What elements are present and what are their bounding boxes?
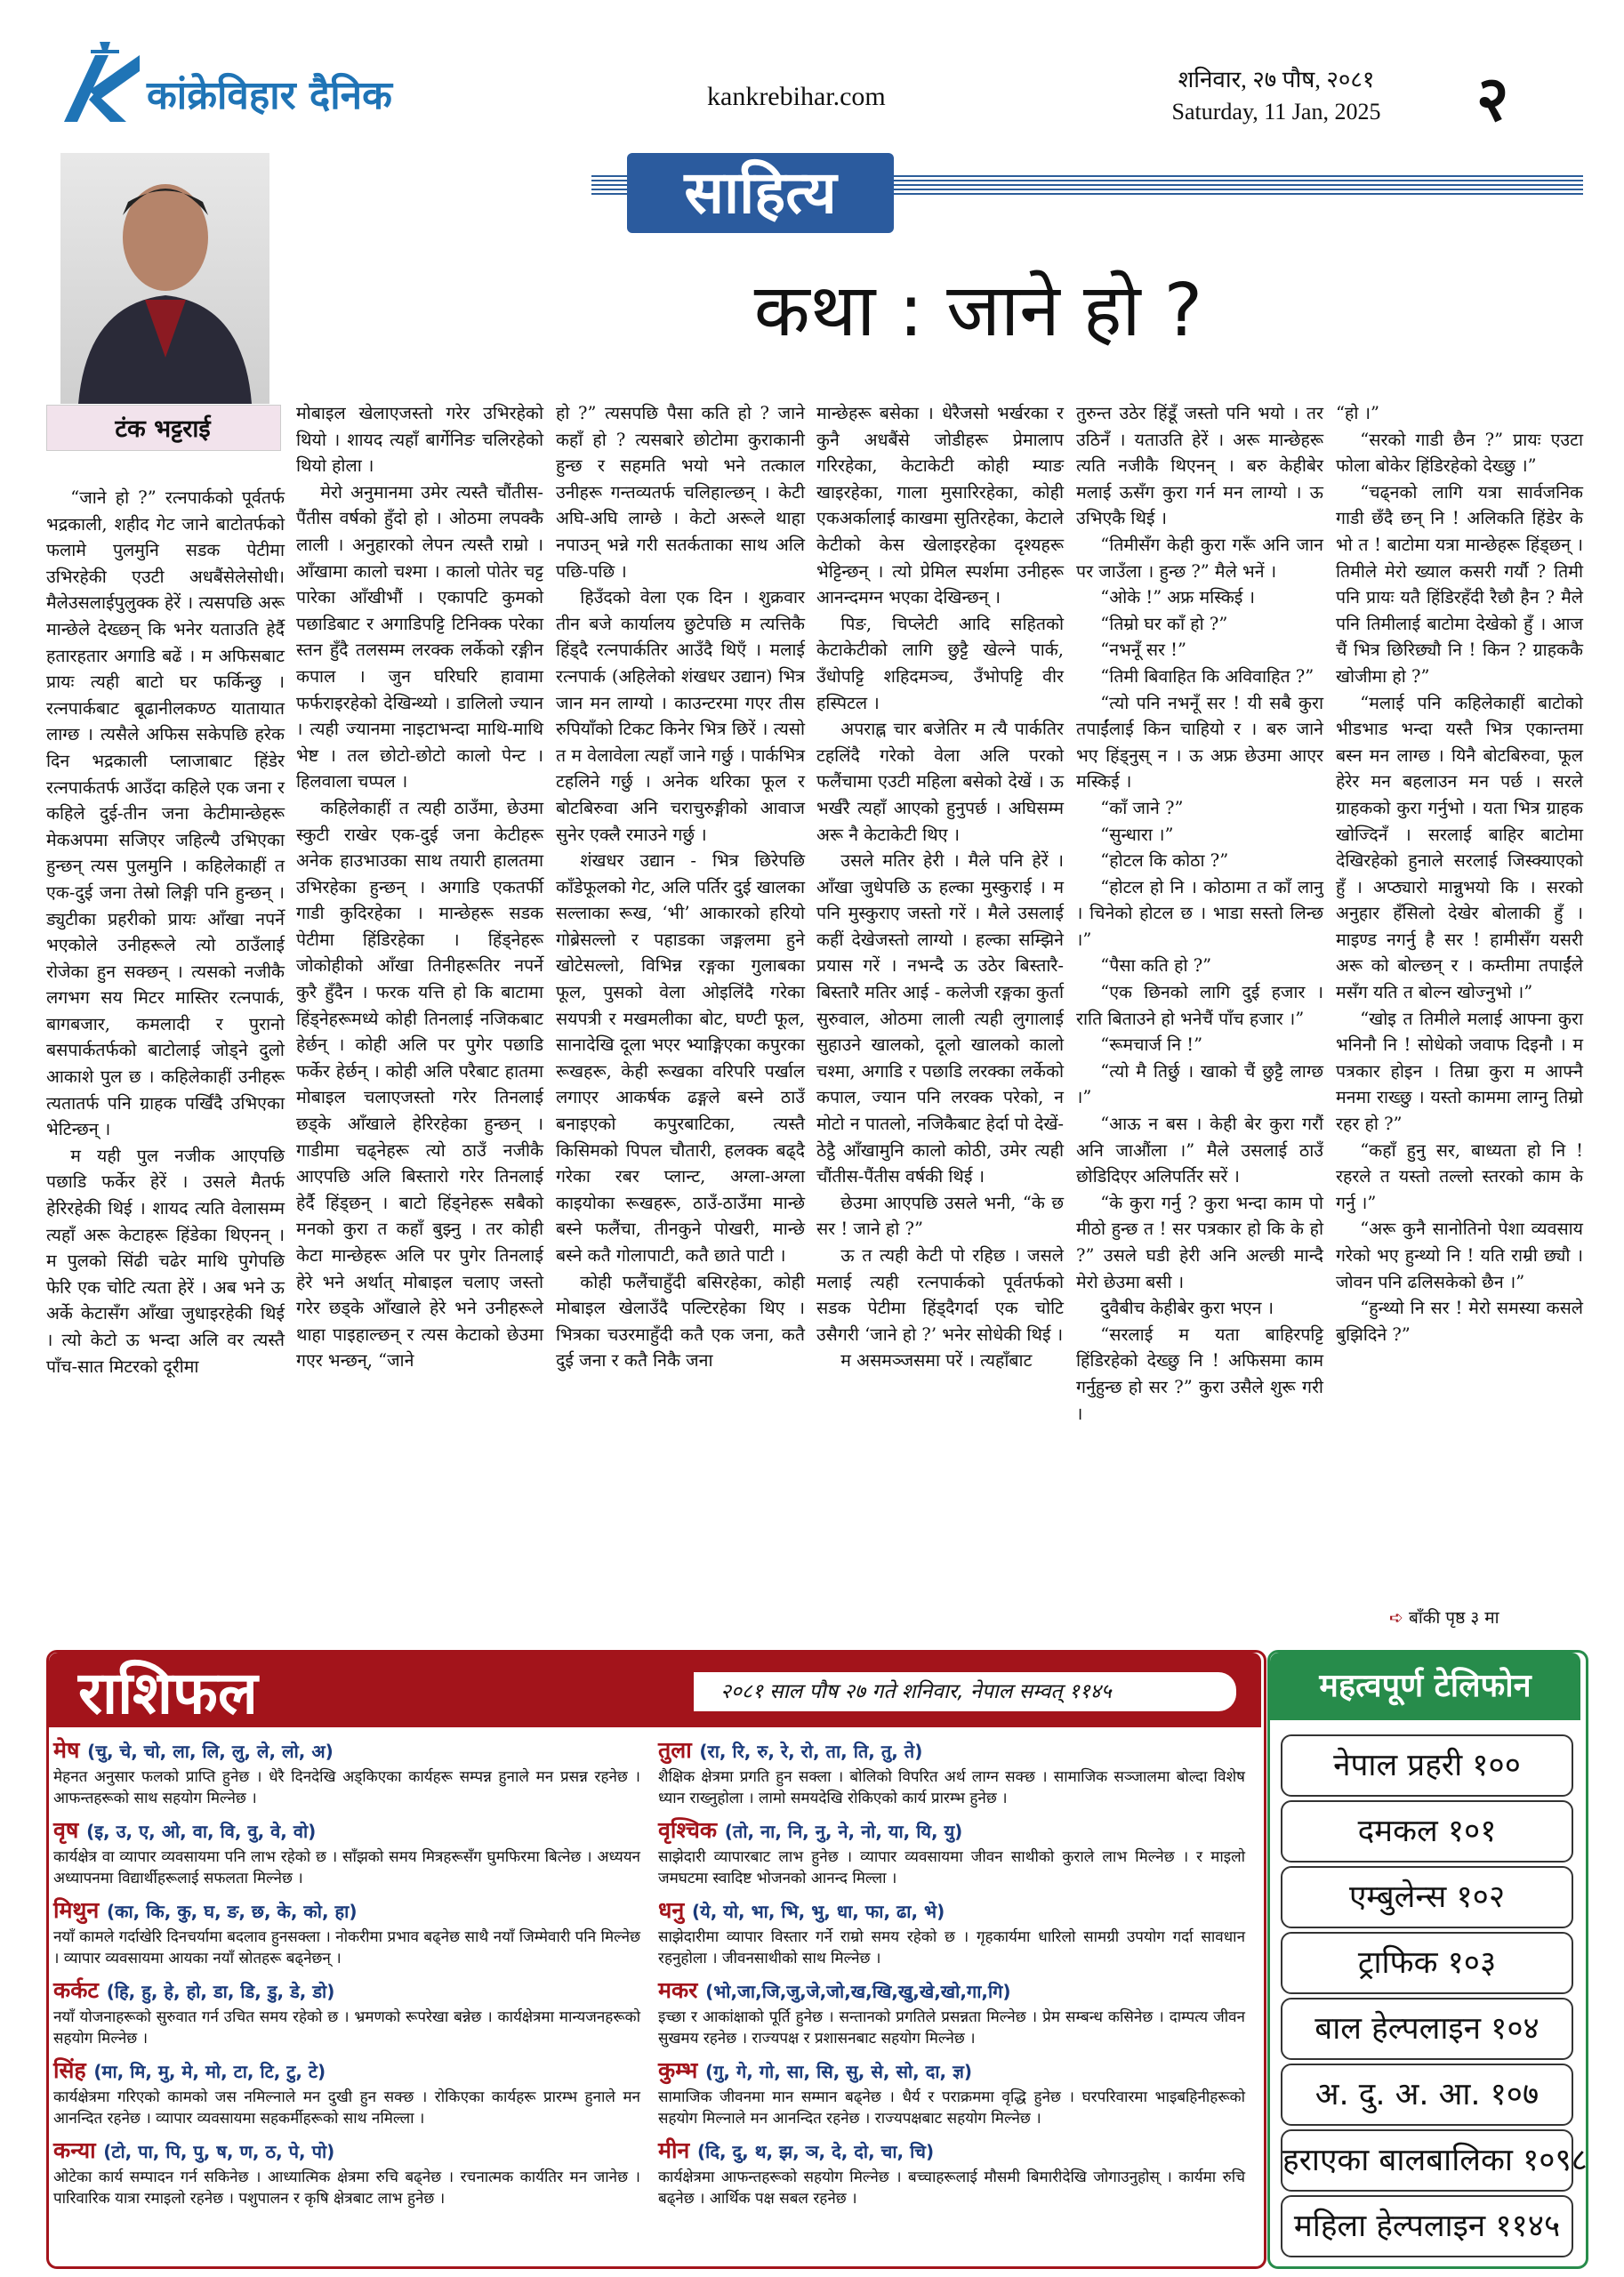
article-paragraph: “अरू कुनै सानोतिनो पेशा व्यवसाय गरेको भए हुन्थ्यो नि ! यति राम्री छ्यौ । जोवन पनि ढलिसकेको छैन ।” [1336,1219,1583,1292]
phone-entry: नेपाल प्रहरी १०० [1281,1734,1573,1797]
continued-text: बाँकी पृष्ठ ३ मा [1408,1608,1499,1628]
article-paragraph: “होटल हो नि । कोठामा त काँ लानु । चिनेको होटल छ । भाडा सस्तो लिन्छ ।” [1076,876,1323,950]
rashi-entry [53,1895,640,1969]
author-name: टंक भट्टराई [115,415,211,443]
article-paragraph: कोही फलैंचाहुँदी बसिरहेका, कोही मोबाइल खेलाउँदै पल्टिरहेका थिए । भित्रका चउरमाहुँदी कतै एक जना, कतै दुई जना र कतै निकै जना [556,1271,805,1372]
article-column-1 [46,485,285,1380]
rashi-text: सामाजिक जीवनमा मान सम्मान बढ्नेछ । धैर्य र पराक्रममा वृद्धि हुनेछ । घरपरिवारमा भाइबहिनीहरूको सहयोग मिल्नाले मन आनन्दित रहनेछ । राज्यपक्षबाट सहयोग मिल्नेछ । [658,2088,1245,2128]
article-column-6 [1336,400,1583,1348]
article-paragraph: “आऊ न बस । केही बेर कुरा गरौं अनि जाऔंला ।” मैले उसलाई ठाउँ छोडिदिएर अलिपर्तिर सरें । [1076,1114,1323,1187]
masthead [0,0,1624,151]
issue-date [1147,64,1405,128]
rashi-entry [658,1975,1245,2049]
kankrebihar-logo-icon [55,37,144,126]
article-paragraph: “चढ्नको लागि यत्रा सार्वजनिक गाडी छँदै छन् नि ! अलिकति हिंडेर के भो त ! बाटोमा यत्रा मान्छेहरू हिंड्छन् । तिमीले मेरो ख्याल कसरी गर्यौ ? तिमी पनि प्रायः यतै हिंडिरहँदी रैछौ हैन ? मैले पनि तिमीलाई बाटोमा देखेको हुँ । आज चैं भित्र छिरिछ्यौ नि ! किन ? ग्राहककै खोजीमा हो ?” [1336,481,1583,687]
rashi-entry [658,1814,1245,1889]
phone-entry: दमकल १०१ [1281,1800,1573,1863]
rashi-name: वृष [53,1817,87,1843]
article-paragraph: मोबाइल खेलाएजस्तो गरेर उभिरहेको थियो । शायद त्यहाँ बार्गेनिङ चलिरहेको थियो होला । [296,403,543,477]
rashi-heading [53,2135,640,2165]
phone-entry: हराएका बालबालिका १०९८ [1281,2129,1573,2192]
section-title: साहित्य [627,153,894,233]
rashi-name: मकर [658,1977,706,2003]
rashi-name: मेष [53,1737,88,1763]
rashi-text: इच्छा र आकांक्षाको पूर्ति हुनेछ । सन्तानको प्रगतिले प्रसन्नता मिल्नेछ । प्रेम सम्बन्ध कसिनेछ । दाम्पत्य जीवन सुखमय रहनेछ । राज्यपक्ष र प्रशासनबाट सहयोग मिल्नेछ । [658,2008,1245,2048]
rashifal-date: २०८१ साल पौष २७ गते शनिवार, नेपाल सम्वत् ११४५ [694,1672,1236,1711]
article-paragraph: मेरो अनुमानमा उमेर त्यस्तै चौंतीस-पैंतीस वर्षको हुँदो हो । ओठमा लपक्कै लाली । अनुहारको लेपन त्यस्तै राम्रो । आँखामा कालो चश्मा । कालो पोतेर चट्ट पारेका आँखीभौं । एकापटि कुमको पछाडिबाट र अगाडिपट्टि टिनिक्क परेका स्तन हुँदै तलसम्म लरक्क लर्केको रङ्गीन कपाल । जुन घरिघरि हावामा फर्फराइरहेको देखिन्थ्यो । डालिलो ज्यान । त्यही ज्यानमा नाइटाभन्दा माथि-माथि भेष्ट । तल छोटो-छोटो कालो पेन्ट । हिलवाला चप्पल । [296,481,543,793]
rashi-heading [658,1975,1245,2005]
article-headline: कथा : जाने हो ? [753,269,1203,353]
article-column-2 [296,400,543,1374]
rashifal-right-column [658,1734,1245,2215]
rashi-syllables: (चु, चे, चो, ला, लि, लु, ले, लो, अ) [87,1741,334,1762]
rashifal-left-column [53,1734,640,2215]
article-paragraph: तुरुन्त उठेर हिंडूँ जस्तो पनि भयो । तर उठिनँ । यताउति हेरें । अरू मान्छेहरू त्यति नजीकै थिएनन् । बरु केहीबेर मलाई ऊसँग कुरा गर्न मन लाग्यो । ऊ उभिएकै थिई । [1076,403,1323,529]
rashi-syllables: (का, कि, कु, घ, ङ, छ, के, को, हा) [106,1901,358,1922]
article-paragraph: “ओके !” अफ्र मस्किई । [1100,587,1255,608]
phone-title: महत्वपूर्ण टेलिफोन [1270,1653,1580,1720]
phone-entry: बाल हेल्पलाइन १०४ [1281,1998,1573,2060]
article-paragraph: “होटल कि कोठा ?” [1100,850,1229,872]
rashi-syllables: (दि, दु, थ, झ, ञ, दे, दो, चा, चि) [697,2141,935,2162]
article-paragraph: “तिम्रो घर काँ हो ?” [1100,613,1228,634]
rashi-entry [658,2055,1245,2129]
rashi-heading [53,1734,640,1765]
rashi-entry [658,1895,1245,1969]
article-column-4 [816,400,1064,1374]
rashi-name: तुला [658,1737,700,1763]
rashi-name: धनु [658,1897,692,1923]
article-paragraph: “खोइ त तिमीले मलाई आफ्ना कुरा भनिनौ नि ! सोधेको जवाफ दिइनौ । म पत्रकार होइन । तिम्रा कुरा म आफ्नै मनमा राख्छु । यस्तो काममा लाग्नु तिम्रो रहर हो ?” [1336,1008,1583,1135]
rashi-heading [658,1895,1245,1925]
article-paragraph: “सरको गाडी छैन ?” प्रायः एउटा फोला बोकेर हिंडिरहेको देख्छु ।” [1336,429,1583,477]
rashi-name: मीन [658,2137,698,2163]
article-paragraph: उसले मतिर हेरी । मैले पनि हेरें । आँखा जुधेपछि ऊ हल्का मुस्कुराई । म पनि मुस्कुराए जस्तो गरें । मैले उसलाई कहीं देखेजस्तो लाग्यो । हल्का सम्झिने प्रयास गरें । नभन्दै ऊ उठेर बिस्तारै-बिस्तारै मतिर आई - कलेजी रङ्गका कुर्ता सुरुवाल, ओठमा लाली त्यही लुगालाई सुहाउने खालको, दूलो खालको कालो चश्मा, अगाडि र पछाडि लरक्का लर्केको कपाल, ज्यान पनि लरक्क परेको, न मोटो न पातलो, नजिकैबाट हेर्दा पो देखें-ठेट्ठै आँखामुनि कालो कोठी, उमेर त्यही चौंतीस-पैंतीस वर्षकी थिई । [816,850,1064,1187]
article-paragraph: “त्यो पनि नभनूँ सर ! यी सबै कुरा तपाईंलाई किन चाहियो र । बरु जाने भए हिंड्नुस् न । ऊ अफ्र छेउमा आएर मस्किई । [1076,692,1323,793]
rashi-heading [53,1895,640,1925]
rashi-syllables: (इ, उ, ए, ओ, वा, वि, वु, वे, वो) [86,1821,317,1842]
article-paragraph: दुवैबीच केहीबेर कुरा भएन । [1100,1298,1274,1319]
paper-name: कांक्रेविहार दैनिक [147,73,392,118]
article-paragraph: “जाने हो ?” रत्नपार्कको पूर्वतर्फ भद्रकाली, शहीद गेट जाने बाटोतर्फको फलामे पुलमुनि सडक पेटीमा उभिरहेकी एउटी अधबैंसेलेसोधी।मैलेउसलाईपुलुक्क हेरें । त्यसपछि अरू मान्छेले देख्छन् कि भनेर यताउति हेर्दै हतारहतार अगाडि बढें । म अफिसबाट प्रायः त्यही बाटो घर फर्किन्छु । रत्नपार्कबाट बूढानीलकण्ठ यातायात लाग्छ । त्यसैले अफिस सकेपछि हरेक दिन भद्रकाली प्लाजाबाट हिंडेर रत्नपार्कतर्फ आउँदा कहिले एक जना र कहिले दुई-तीन जना केटीमान्छेहरू मेकअपमा सजिएर जहिल्यै उभिएका हुन्छन् त्यस पुलमुनि । कहिलेकाहीं त एक-दुई जना तेस्रो लिङ्गी पनि हुन्छन् । ड्युटीका प्रहरीको प्रायः आँखा नपर्ने भएकोले उनीहरूले त्यो ठाउँलाई रोजेका हुन सक्छन् । त्यसको नजीकै लगभग सय मिटर मास्तिर रत्नपार्क, बागबजार, कमलादी र पुरानो बसपार्कतर्फको बाटोलाई जोड्ने दुलो आकाशे पुल छ । कहिलेकाहीं उनीहरू त्यतातर्फ पनि ग्राहक पर्खिंदै उभिएका भेटिन्छन् । [46,487,285,1140]
article-paragraph: “सरलाई म यता बाहिरपट्टि हिंडिरहेको देख्छु नि ! अफिसमा काम गर्नुहुन्छ हो सर ?” कुरा उसैले शुरू गरी । [1076,1324,1323,1424]
date-nepali: शनिवार, २७ पौष, २०८१ [1178,67,1375,93]
rashi-heading [53,1814,640,1845]
article-paragraph: “नभनूँ सर !” [1100,640,1186,661]
rashi-text: कार्यक्षेत्र वा व्यापार व्यवसायमा पनि लाभ रहेको छ । साँझको समय मित्रहरूसँग घुमफिरमा बित्नेछ । अध्ययन अध्यापनमा विद्यार्थीहरूलाई सफलता मिल्नेछ । [53,1848,640,1887]
article-paragraph: “त्यो मै तिर्छु । खाको चैं छुट्टै लाग्छ ।” [1076,1060,1323,1108]
phone-entry: ट्राफिक १०३ [1281,1932,1573,1994]
rashi-syllables: (भो,जा,जि,जु,जे,जो,ख,खि,खु,खे,खो,गा,गि) [705,1981,1011,2002]
article-paragraph: मान्छेहरू बसेका । धेरैजसो भर्खरका र कुनै अधबैंसे जोडीहरू प्रेमालाप गरिरहेका, केटाकेटी कोही म्याङ खाइरहेका, गाला मुसारिरहेका, कोही एकअर्कालाई काखमा सुतिरहेका, केटाले केटीको केस खेलाइरहेका दृश्यहरू भेट्टिन्छन् । त्यो प्रेमिल स्पर्शमा उनीहरू आनन्दमग्न भएका देखिन्छन् । [816,403,1064,608]
article-paragraph: “के कुरा गर्नु ? कुरा भन्दा काम पो मीठो हुन्छ त ! सर पत्रकार हो कि के हो ?” उसले घडी हेरी अनि अल्छी मान्दै मेरो छेउमा बसी । [1076,1192,1323,1292]
rashi-syllables: (ये, यो, भा, भि, भु, धा, फा, ढा, भे) [691,1901,945,1922]
rashi-syllables: (टो, पा, पि, पु, ष, ण, ठ, पे, पो) [103,2141,335,2162]
rashi-heading [658,1814,1245,1845]
rashi-heading [53,2055,640,2085]
rashi-text: मेहनत अनुसार फलको प्राप्ति हुनेछ । धेरै दिनदेखि अड्किएका कार्यहरू सम्पन्न हुनाले मन प्रसन्न रहनेछ । आफन्तहरूको साथ सहयोग मिल्नेछ । [53,1768,640,1807]
article-paragraph: “सुन्धारा ।” [1100,824,1174,845]
rashi-name: कर्कट [53,1977,107,2003]
rashi-text: नयाँ कामले गर्दाखेरि दिनचर्यामा बदलाव हुनसक्ला । नोकरीमा प्रभाव बढ्नेछ साथै नयाँ जिम्मेवारी पनि मिल्नेछ । व्यापार व्यवसायमा आयका नयाँ स्रोतहरू बढ्नेछन् । [53,1928,640,1967]
article-paragraph: हिउँदको वेला एक दिन । शुक्रवार तीन बजे कार्यालय छुटेपछि म त्यत्तिकै हिंड्दै रत्नपार्कतिर आउँदै थिएँ । मलाई रत्नपार्क (अहिलेको शंखधर उद्यान) भित्र जान मन लाग्यो । काउन्टरमा गएर तीस रुपियाँको टिकट किनेर भित्र छिरें । त्यसो त म वेलावेला त्यहाँ जाने गर्छु । पार्कभित्र टहलिने गर्छु । अनेक थरिका फूल र बोटबिरुवा अनि चराचुरुङ्गीको आवाज सुनेर एक्लै रमाउने गर्छु । [556,587,805,845]
article-paragraph: छेउमा आएपछि उसले भनी, “के छ सर ! जाने हो ?” [816,1192,1064,1240]
person-silhouette-icon [60,153,269,404]
article-paragraph: “हुन्थ्यो नि सर ! मेरो समस्या कसले बुझिदिने ?” [1336,1298,1583,1345]
article-paragraph: “मलाई पनि कहिलेकाहीं बाटोको भीडभाड भन्दा यस्तै भित्र एकान्तमा बस्न मन लाग्छ । यिनै बोटबिरुवा, फूल हेरेर मन बहलाउन मन पर्छ । सरले ग्राहकको कुरा गर्नुभो । यता भित्र ग्राहक खोज्दिनँ । सरलाई बाहिर बाटोमा देखिरहेको हुनाले सरलाई जिस्क्याएको हुँ । अप्ठ्यारो मान्नुभयो कि । सरको अनुहार हँसिलो देखेर बोलाकी हुँ । माइण्ड नगर्नु है सर ! हामीसँग यसरी अरू को बोल्छन् र । कम्तीमा तपाईंले मसँग यति त बोल्न खोज्नुभो ।” [1336,692,1583,1003]
rashi-syllables: (मा, मि, मु, मे, मो, टा, टि, टु, टे) [93,2061,326,2082]
rashi-heading [658,1734,1245,1765]
article-paragraph: “पैसा कति हो ?” [1100,955,1212,977]
rashi-entry [658,1734,1245,1809]
rashi-heading [658,2135,1245,2165]
phone-entry: एम्बुलेन्स १०२ [1281,1866,1573,1928]
page-number: २ [1476,62,1509,135]
rashifal-title: राशिफल [78,1659,258,1727]
rashi-heading [53,1975,640,2005]
article-paragraph: कहिलेकाहीं त त्यही ठाउँमा, छेउमा स्कुटी राखेर एक-दुई जना केटीहरू अनेक हाउभाउका साथ तयारी हालतमा उभिरहेका हुन्छन् । अगाडि एकतर्फी गाडी कुदिरहेका । मान्छेहरू सडक पेटीमा हिंडिरहेका । हिंड्नेहरू जोकोहीको आँखा तिनीहरूतिर नपर्ने कुरै हुँदैन । फरक यत्ति हो कि बाटामा हिंड्नेहरूमध्ये कोही तिनलाई नजिकबाट हेर्छन् । कोही अलि पर पुगेर पछाडि फर्केर हेर्छन् । कोही अलि परैबाट हातमा मोबाइल चलाएजस्तो गरेर तिनलाई छड्के आँखाले हेरिरहेका हुन्छन् । गाडीमा चढ्नेहरू त्यो ठाउँ नजीकै आएपछि अलि बिस्तारो गरेर तिनलाई हेर्दै हिंड्छन् । बाटो हिंड्नेहरू सबैको मनको कुरा त कहाँ बुझ्नु । तर कोही केटा मान्छेहरू अलि पर पुगेर तिनलाई हेरे भने अर्थात् मोबाइल चलाए जस्तो गरेर छड्के आँखाले हेरे भने उनीहरूले थाहा पाइहाल्छन् र त्यस केटाको छेउमा गएर भन्छन्, “जाने [296,797,543,1372]
rashi-name: वृश्चिक [658,1817,725,1843]
continued-note [1389,1605,1499,1629]
rashi-text: शैक्षिक क्षेत्रमा प्रगति हुन सक्ला । बोलिको विपरित अर्थ लाग्न सक्छ । सामाजिक सञ्जालमा बोल्दा विशेष ध्यान राख्नुहोला । लामो समयदेखि रोकिएको कार्य प्रारम्भ हुनेछ । [658,1768,1245,1807]
rashi-entry [658,2135,1245,2209]
article-column-5 [1076,400,1323,1427]
website-url: kankrebihar.com [707,82,886,111]
rashi-text: कार्यक्षेत्रमा गरिएको कामको जस नमिल्नाले मन दुखी हुन सक्छ । रोकिएका कार्यहरू प्रारम्भ हुनाले मन आनन्दित रहनेछ । व्यापार व्यवसायमा सहकर्मीहरूको साथ नमिल्ला । [53,2088,640,2128]
article-paragraph: “रूमचार्ज नि !” [1100,1034,1203,1056]
rashi-text: नयाँ योजनाहरूको सुरुवात गर्न उचित समय रहेको छ । भ्रमणको रूपरेखा बन्नेछ । कार्यक्षेत्रमा मान्यजनहरूको सहयोग मिल्नेछ । [53,2008,640,2048]
article-paragraph: हो ?” त्यसपछि पैसा कति हो ? जाने कहाँ हो ? त्यसबारे छोटोमा कुराकानी हुन्छ र सहमति भयो भने तत्काल उनीहरू गन्तव्यतर्फ चलिहाल्छन् । केटी अघि-अघि लाग्छे । केटो अरूले थाहा नपाउन् भन्ने गरी सतर्कताका साथ अलि पछि-पछि । [556,403,805,582]
rashi-entry [53,2135,640,2209]
rashi-name: कुम्भ [658,2057,705,2083]
rashi-entry [53,2055,640,2129]
rashi-heading [658,2055,1245,2085]
article-paragraph: “काँ जाने ?” [1100,797,1184,818]
rashi-text: ओटेका कार्य सम्पादन गर्न सकिनेछ । आध्यात्मिक क्षेत्रमा रुचि बढ्नेछ । रचनात्मक कार्यतिर मन जानेछ । पारिवारिक यात्रा रमाइलो रहनेछ । पशुपालन र कृषि क्षेत्रबाट लाभ हुनेछ । [53,2168,640,2208]
phone-entry: महिला हेल्पलाइन ११४५ [1281,2195,1573,2257]
article-paragraph: “कहाँ हुनु सर, बाध्यता हो नि ! रहरले त यस्तो तल्लो स्तरको काम के गर्नु ।” [1336,1139,1583,1213]
rashi-name: सिंह [53,2057,94,2083]
rashi-entry [53,1814,640,1889]
phone-entry: अ. दु. अ. आ. १०७ [1281,2064,1573,2126]
article-paragraph: म यही पुल नजीक आएपछि पछाडि फर्केर हेरें । उसले मैतर्फ हेरिरहेकी थिई । शायद त्यति वेलासम्म त्यहाँ अरू केटाहरू हिंडेका थिएनन् । म पुलको सिंढी चढेर माथि पुगेपछि फेरि एक चोटि त्यता हेरें । अब भने ऊ अर्के केटासँग आँखा जुधाइरहेकी थिई । त्यो केटो ऊ भन्दा अलि वर त्यस्तै पाँच-सात मिटरको दूरीमा [46,1145,285,1377]
rashi-text: कार्यक्षेत्रमा आफन्तहरूको सहयोग मिल्नेछ । बच्चाहरूलाई मौसमी बिमारीदेखि जोगाउनुहोस् । कार्यमा रुचि बढ्नेछ । आर्थिक पक्ष सबल रहनेछ । [658,2168,1245,2208]
article-paragraph: “तिमी बिवाहित कि अविवाहित ?” [1100,665,1314,687]
arrow-right-icon: ➪ [1389,1608,1409,1628]
rashi-syllables: (तो, ना, नि, नु, ने, नो, या, यि, यु) [724,1821,963,1842]
rashi-entry [53,1975,640,2049]
article-paragraph: “हो ।” [1336,403,1379,423]
article-paragraph: म असमञ्जसमा परें । त्यहाँबाट [840,1350,1033,1372]
article-paragraph: शंखधर उद्यान - भित्र छिरेपछि काँडेफूलको गेट, अलि पर्तिर दुई खालका सल्लाका रूख, ‘भी’ आकारको हरियो गोब्रेसल्लो र पहाडका जङ्गलमा हुने खोटेसल्लो, विभिन्न रङ्गका गुलाबका फूल, पुसको वेला ओइलिंदै गरेका सयपत्री र मखमलीका बोट, घण्टी फूल, सानादेखि दूला भएर भ्याङ्गिएका कपुरका रूखहरू, केही रूखका वरिपरि पर्खाल लगाएर आकर्षक ढङ्गले बस्ने ठाउँ बनाइएको कपुरबाटिका, त्यस्तै किसिमको पिपल चौतारी, हलक्क बढ्दै गरेका रबर प्लान्ट, अग्ला-अग्ला काइयोका रूखहरू, ठाउँ-ठाउँमा मान्छे बस्ने फलैंचा, तीनकुने पोखरी, मान्छे बस्ने कतै गोलापाटी, कतै छाते पाटी । [556,850,805,1266]
article-paragraph: ऊ त त्यही केटी पो रहिछ । जसले मलाई त्यही रत्नपार्कको पूर्वतर्फको सडक पेटीमा हिंड्दैगर्दा एक चोटि उसैगरी ‘जाने हो ?’ भनेर सोधेकी थिई । [816,1245,1064,1345]
author-photo [60,153,269,404]
rashi-syllables: (हि, हु, हे, हो, डा, डि, डु, डे, डो) [106,1981,335,2002]
rashi-name: मिथुन [53,1897,107,1923]
rashi-syllables: (गु, गे, गो, सा, सि, सु, से, सो, दा, ज्ञ) [704,2061,973,2082]
article-paragraph: अपराह्न चार बजेतिर म त्यै पार्कतिर टहलिंदै गरेको वेला अलि परको फलैंचामा एउटी महिला बसेको देखें । ऊ भर्खरै त्यहाँ आएको हुनुपर्छ । अघिसम्म अरू नै केटाकेटी थिए । [816,719,1064,845]
rashi-text: साझेदारी व्यापारबाट लाभ हुनेछ । व्यापार व्यवसायमा जीवन साथीको कुराले लाभ मिल्नेछ । र माइलो जमघटमा स्वादिष्ट भोजनको आनन्द मिल्ला । [658,1848,1245,1887]
article-paragraph: पिङ, चिप्लेटी आदि सहितको केटाकेटीको लागि छुट्टै खेल्ने पार्क, उँधोपट्टि शहिदमञ्च, उँभोपट्टि वीर हस्पिटल । [816,613,1064,713]
article-paragraph: “तिमीसँग केही कुरा गरूँ अनि जान पर जाउँला । हुन्छ ?” मैले भनें । [1076,534,1323,582]
date-english: Saturday, 11 Jan, 2025 [1171,99,1381,125]
article-paragraph: “एक छिनको लागि दुई हजार । राति बिताउने हो भनेचैं पाँच हजार ।” [1076,982,1323,1029]
article-column-3 [556,400,805,1374]
rashi-name: कन्या [53,2137,104,2163]
rashi-entry [53,1734,640,1809]
rashi-text: साझेदारीमा व्यापार विस्तार गर्ने राम्रो समय रहेको छ । गृहकार्यमा धारिलो सामग्री उपयोग गर्दा सावधान रहनुहोला । जीवनसाथीको साथ मिल्नेछ । [658,1928,1245,1967]
rashi-syllables: (रा, रि, रु, रे, रो, ता, ति, तु, ते) [699,1741,923,1762]
